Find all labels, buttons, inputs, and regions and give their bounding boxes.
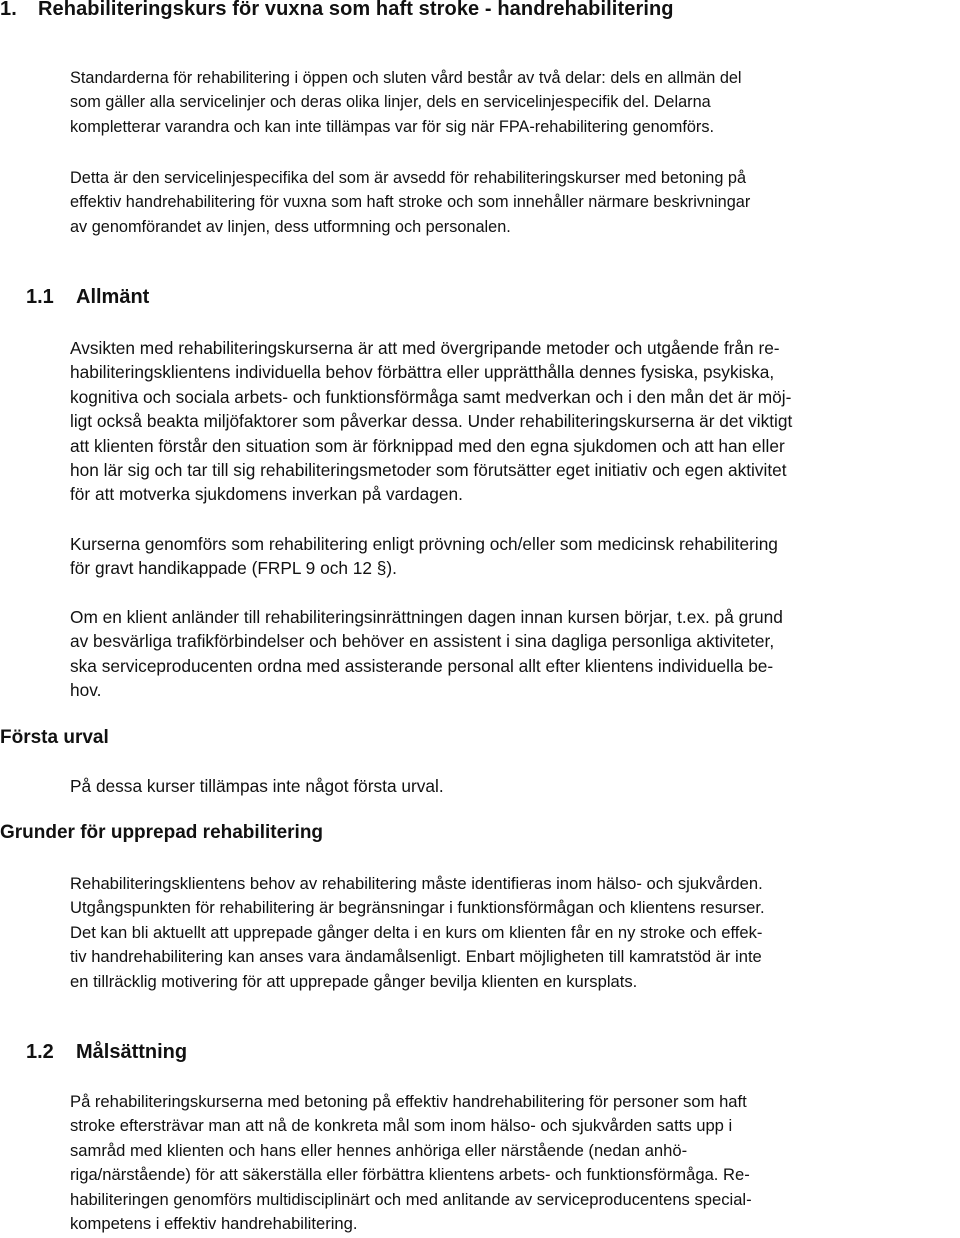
- text-line: samråd med klienten och hans eller hennes anhöriga eller närstående (nedan anhö-: [70, 1140, 688, 1160]
- text-line: stroke eftersträvar man att nå de konkreta mål som inom hälso- och sjukvården satts upp i: [70, 1116, 733, 1136]
- intro-paragraph: [70, 66, 960, 139]
- section-1-2-heading: [26, 1041, 187, 1064]
- text-line: På rehabiliteringskurserna med betoning på effektiv handrehabilitering för personer som haft: [70, 1092, 747, 1111]
- section-number: 1.: [0, 0, 17, 20]
- text-line: för gravt handikappade (FRPL 9 och 12 §).: [70, 558, 397, 579]
- text-line: ligt också beakta miljöfaktorer som påverkar dessa. Under rehabiliteringskurserna är det viktigt: [70, 411, 793, 432]
- general-paragraph-2: [70, 532, 960, 581]
- section-number: 1.2: [26, 1041, 54, 1063]
- section-1-1-heading: [26, 286, 149, 309]
- text-line: att klienten förstår den situation som är förknippad med den egna sjukdomen och att han eller: [70, 435, 785, 456]
- text-line: Utgångspunkten för rehabilitering är begränsningar i funktionsförmågan och klientens resurser.: [70, 898, 765, 918]
- section-1-heading: [0, 0, 674, 21]
- forsta-urval-paragraph: [70, 774, 960, 798]
- text-line: kognitiva och sociala arbets- och funktionsförmåga samt medverkan och i den mån det är möj-: [70, 386, 792, 407]
- text-line: tiv handrehabilitering kan anses vara ändamålsenligt. Enbart möjligheten till kamratstöd är inte: [70, 947, 762, 967]
- malsattning-paragraph: [70, 1090, 960, 1236]
- purpose-paragraph: [70, 166, 960, 239]
- text-line: Det kan bli aktuellt att upprepade gånger delta i en kurs om klienten får en ny stroke och effek-: [70, 922, 763, 942]
- general-paragraph-3: [70, 605, 960, 703]
- text-line: Avsikten med rehabiliteringskurserna är att med övergripande metoder och utgående från re-: [70, 338, 780, 358]
- text-line: Rehabiliteringsklientens behov av rehabilitering måste identifieras inom hälso- och sjukvården.: [70, 874, 763, 893]
- text-line: hon lär sig och tar till sig rehabiliteringsmetoder som förutsätter eget initiativ och egen aktivitet: [70, 460, 787, 481]
- text-line: för att motverka sjukdomens inverkan på vardagen.: [70, 484, 463, 505]
- text-line: Detta är den servicelinjespecifika del som är avsedd för rehabiliteringskurser med betoning på: [70, 169, 747, 187]
- text-line: habiliteringsklientens individuella behov förbättra eller upprätthålla dennes fysiska, psykiska,: [70, 362, 775, 383]
- text-line: På dessa kurser tillämpas inte något första urval.: [70, 776, 444, 796]
- forsta-urval-heading: Första urval: [0, 727, 109, 748]
- text-line: kompetens i effektiv handrehabilitering.: [70, 1214, 358, 1234]
- section-number: 1.1: [26, 286, 54, 308]
- section-title: Rehabiliteringskurs för vuxna som haft stroke - handrehabilitering: [38, 0, 674, 20]
- text-line: som gäller alla servicelinjer och deras olika linjer, dels en servicelinjespecifik del. Delarna: [70, 93, 711, 112]
- text-line: av genomförandet av linjen, dess utformning och personalen.: [70, 217, 511, 236]
- text-line: habiliteringen genomförs multidisciplinärt och med anlitande av serviceproducentens special-: [70, 1189, 752, 1209]
- text-line: kompletterar varandra och kan inte tillämpas var för sig när FPA-rehabilitering genomförs.: [70, 117, 714, 136]
- section-title: Målsättning: [76, 1041, 188, 1063]
- general-paragraph-1: [70, 336, 960, 507]
- text-line: en tillräcklig motivering för att upprepade gånger bevilja klienten en kursplats.: [70, 971, 638, 991]
- text-line: Standarderna för rehabilitering i öppen och sluten vård består av två delar: dels en allmän del: [70, 69, 742, 87]
- text-line: hov.: [70, 680, 102, 701]
- text-line: effektiv handrehabilitering för vuxna som haft stroke och som innehåller närmare beskrivningar: [70, 193, 751, 212]
- upprepad-rehabilitering-heading: Grunder för upprepad rehabilitering: [0, 822, 324, 843]
- text-line: av besvärliga trafikförbindelser och behöver en assistent i sina dagliga personliga aktiviteter,: [70, 631, 775, 652]
- text-line: Kurserna genomförs som rehabilitering enligt prövning och/eller som medicinsk rehabilitering: [70, 534, 778, 554]
- upprepad-rehabilitering-paragraph: [70, 872, 960, 994]
- text-line: ska serviceproducenten ordna med assisterande personal allt efter klientens individuella be-: [70, 655, 774, 676]
- section-title: Allmänt: [76, 286, 150, 308]
- text-line: riga/närstående) för att säkerställa eller förbättra klientens arbets- och funktionsförmåga. Re-: [70, 1165, 750, 1185]
- text-line: Om en klient anländer till rehabiliteringsinrättningen dagen innan kursen börjar, t.ex. på grund: [70, 607, 783, 627]
